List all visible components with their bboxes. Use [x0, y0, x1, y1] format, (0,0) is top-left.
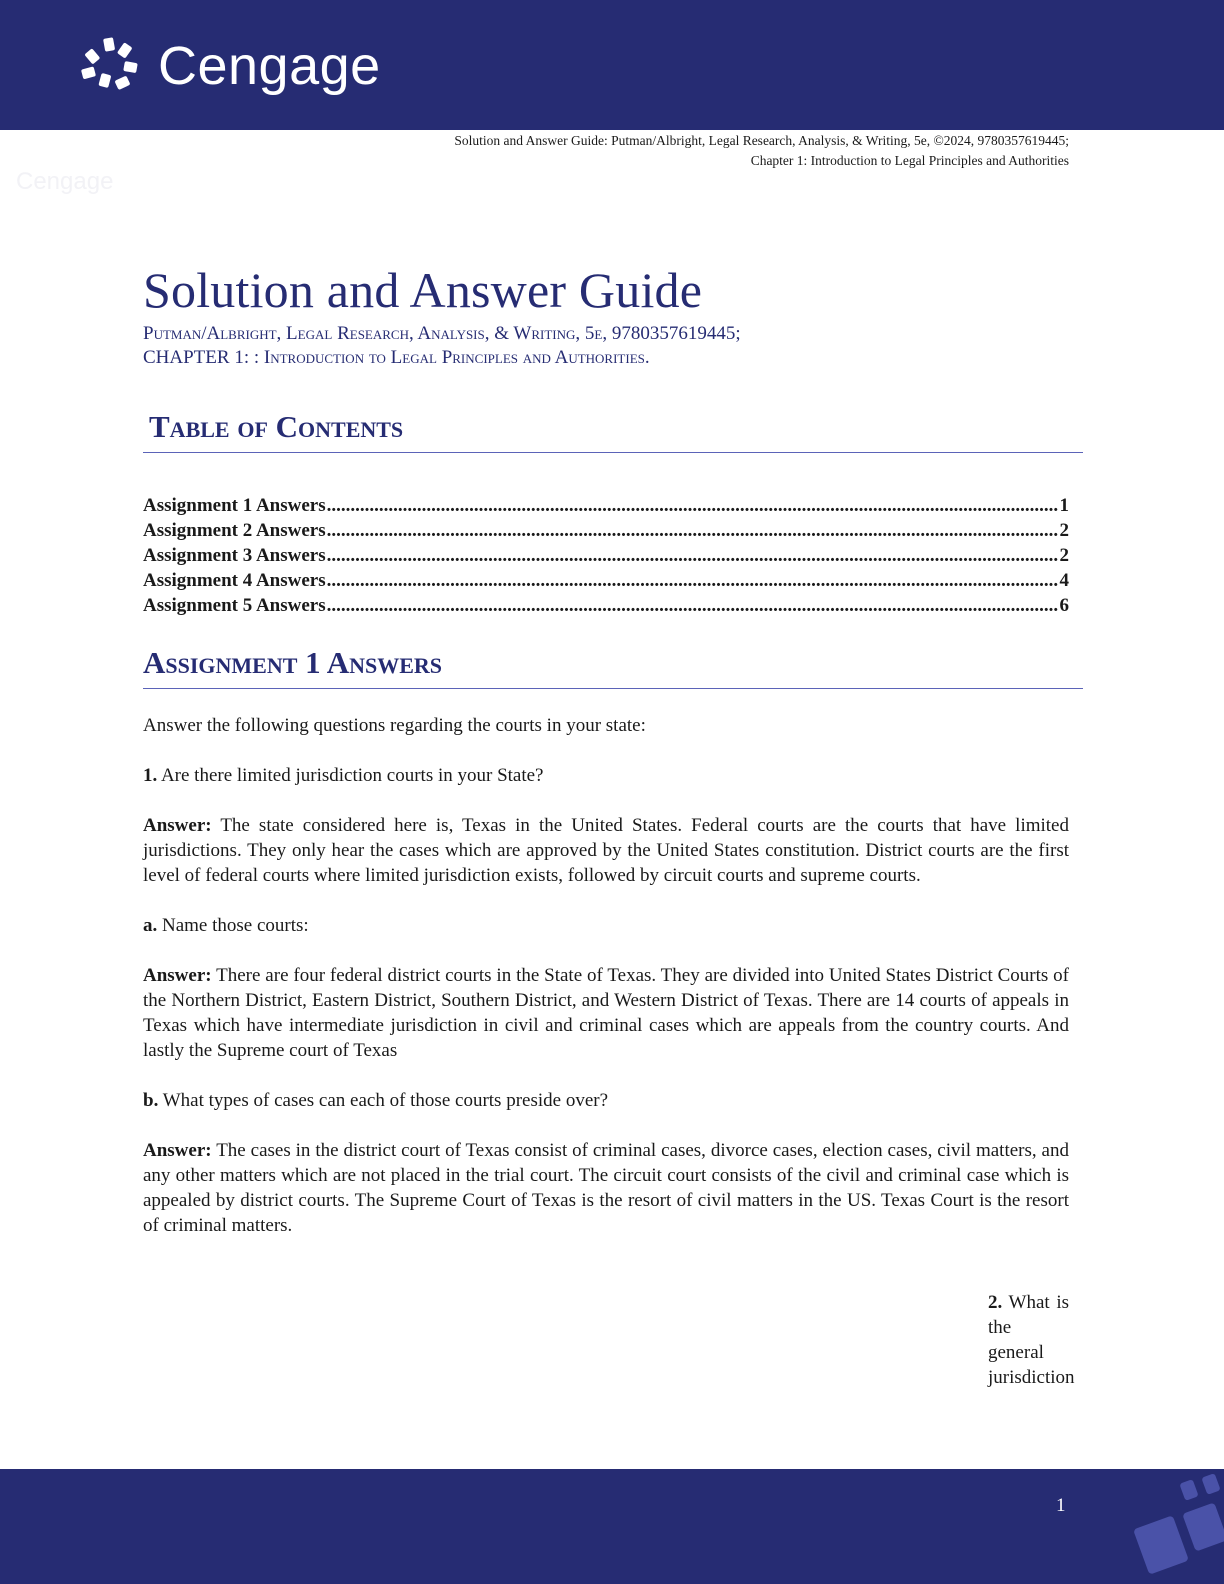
answer-1-text: The state considered here is, Texas in the United States. Federal courts are the courts that have limited jurisdictions. They only hear the cases which are approved by the United States constitution. District courts are the first level of federal courts where limited jurisdiction exists, followed by circuit courts and supreme courts. — [143, 815, 1069, 886]
subtitle-line2: CHAPTER 1: : Introduction to Legal Principles and Authorities. — [143, 347, 650, 368]
question-b-label: b. — [143, 1090, 159, 1111]
toc-item[interactable] — [143, 543, 1069, 568]
answer-b-text: The cases in the district court of Texas consist of criminal cases, divorce cases, election cases, civil matters, and any other matters which are not placed in the trial court. The circuit court consists of the civil and criminal case which is appealed by district courts. The Supreme Court of Texas is the resort of civil matters in the US. Texas Court is the resort of criminal matters. — [143, 1140, 1069, 1236]
question-a-text: Name those courts: — [162, 915, 309, 936]
page-number: 1 — [1056, 1495, 1066, 1516]
toc-leader-dots — [327, 518, 1059, 543]
toc-item-page: 1 — [1059, 495, 1069, 516]
question-a — [143, 913, 1069, 938]
toc-item-label: Assignment 4 Answers — [143, 570, 326, 591]
question-1-text: Are there limited jurisdiction courts in your State? — [160, 765, 544, 786]
page-title: Solution and Answer Guide — [143, 262, 703, 318]
answer-1 — [143, 813, 1069, 888]
question-a-label: a. — [143, 915, 158, 936]
question-1 — [143, 763, 1069, 788]
answer-a — [143, 963, 1069, 1063]
footer-band — [0, 1469, 1224, 1584]
toc-item-label: Assignment 3 Answers — [143, 545, 326, 566]
table-of-contents — [143, 493, 1069, 618]
answer-label: Answer: — [143, 1140, 212, 1161]
header-band — [0, 0, 1224, 130]
toc-item-label: Assignment 5 Answers — [143, 595, 326, 616]
toc-item[interactable] — [143, 518, 1069, 543]
toc-leader-dots — [327, 493, 1059, 518]
toc-item-page: 2 — [1059, 520, 1069, 541]
toc-leader-dots — [327, 568, 1059, 593]
subtitle-line1: Putman/Albright, Legal Research, Analysis, & Writing, 5e, 9780357619445; — [143, 323, 741, 344]
assignment1-heading: Assignment 1 Answers — [143, 644, 1083, 689]
question-2 — [988, 1290, 1075, 1390]
answer-label: Answer: — [143, 815, 212, 836]
question-2-number: 2. — [988, 1292, 1003, 1313]
toc-item[interactable] — [143, 493, 1069, 518]
toc-leader-dots — [327, 593, 1059, 618]
running-header-line2: Chapter 1: Introduction to Legal Principles and Authorities — [750, 153, 1069, 168]
toc-leader-dots — [327, 543, 1059, 568]
question-1-number: 1. — [143, 765, 158, 786]
toc-heading: Table of Contents — [143, 408, 1083, 453]
answer-a-text: There are four federal district courts in the State of Texas. They are divided into United States District Courts of the Northern District, Eastern District, Southern District, and Western District of Texas. There are 14 courts of appeals in Texas which have intermediate jurisdiction in civil and criminal cases which are appeals from the country courts. And lastly the Supreme court of Texas — [143, 965, 1069, 1061]
toc-item[interactable] — [143, 593, 1069, 618]
toc-item-page: 6 — [1059, 595, 1069, 616]
assignment1-intro: Answer the following questions regarding the courts in your state: — [143, 715, 646, 736]
cengage-logo — [80, 36, 381, 96]
cengage-logo-icon — [80, 36, 144, 96]
answer-b — [143, 1138, 1069, 1238]
brand-name: Cengage — [158, 36, 381, 96]
toc-item-page: 4 — [1059, 570, 1069, 591]
answer-label: Answer: — [143, 965, 212, 986]
question-b-text: What types of cases can each of those courts preside over? — [162, 1090, 609, 1111]
toc-item-page: 2 — [1059, 545, 1069, 566]
document-body — [143, 258, 1083, 1238]
toc-item[interactable] — [143, 568, 1069, 593]
running-header-line1: Solution and Answer Guide: Putman/Albright, Legal Research, Analysis, & Writing, 5e, ©2024, 9780357619445; — [454, 133, 1069, 148]
question-2-text: What is the general jurisdiction — [988, 1292, 1075, 1388]
cengage-corner-icon — [1130, 1473, 1224, 1584]
watermark: Cengage — [16, 168, 114, 195]
question-b — [143, 1088, 1069, 1113]
toc-item-label: Assignment 1 Answers — [143, 495, 326, 516]
toc-item-label: Assignment 2 Answers — [143, 520, 326, 541]
running-header — [454, 131, 1069, 171]
